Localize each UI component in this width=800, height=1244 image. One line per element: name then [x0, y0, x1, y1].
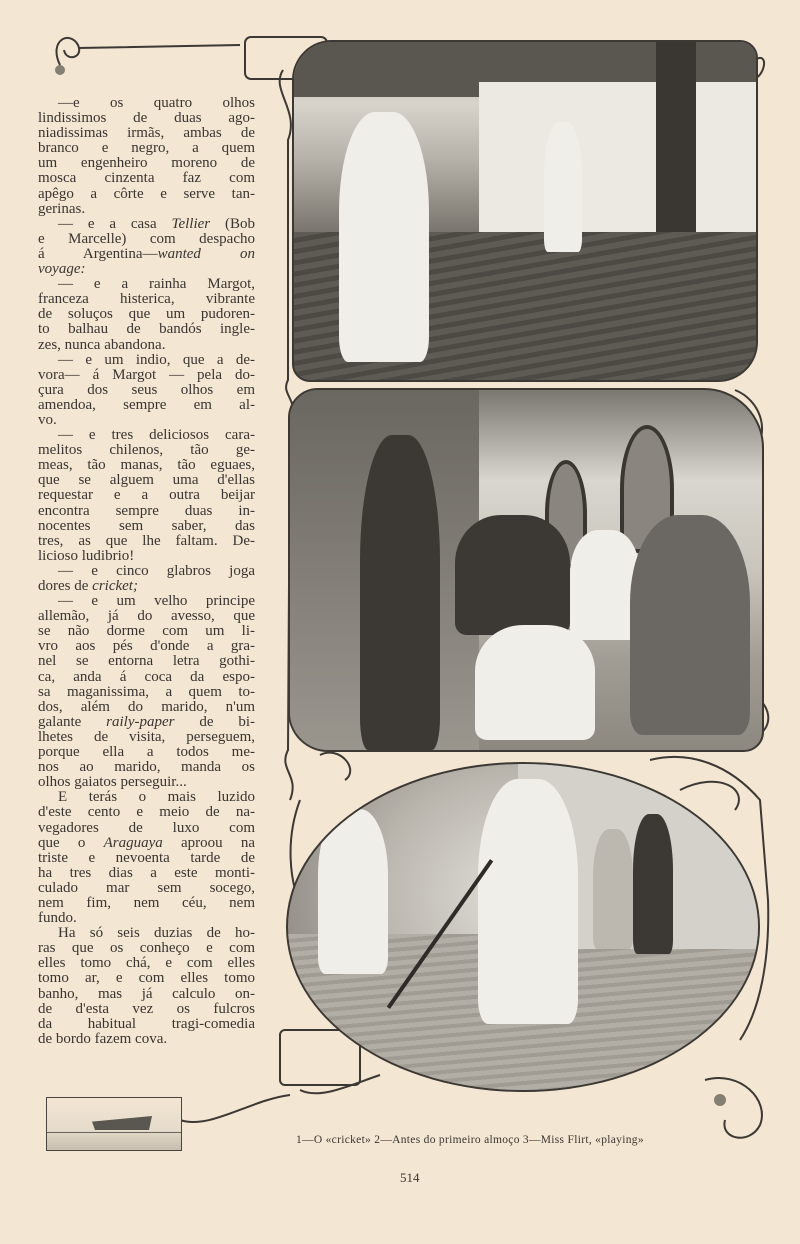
text-segment: mosca cinzenta faz com [38, 170, 255, 187]
text-line [38, 896, 255, 911]
text-line [38, 730, 255, 745]
ship-vignette-illustration [46, 1097, 182, 1151]
article-text-column [38, 96, 255, 1047]
text-segment: galante [38, 713, 107, 730]
text-line [38, 217, 255, 232]
text-line [38, 654, 255, 669]
text-segment: se não dorme com um li- [38, 623, 255, 640]
text-segment: zes, nunca abandona. [38, 336, 166, 353]
text-line [38, 624, 255, 639]
text-segment: meas, tão manas, tão eguaes, [38, 457, 255, 474]
text-segment: — e um indio, que a de- [58, 351, 255, 368]
text-segment: dores de [38, 578, 93, 594]
text-line [38, 488, 255, 503]
text-segment: ca, anda á coca da espo- [38, 668, 255, 685]
page-number: 514 [400, 1170, 420, 1185]
text-segment: — e a rainha Margot, [58, 276, 255, 293]
text-line [38, 171, 255, 186]
italic-text: cricket; [92, 578, 138, 594]
text-line [38, 715, 255, 730]
text-line [38, 232, 255, 247]
text-segment: de bi- [174, 713, 255, 730]
text-line [38, 941, 255, 956]
text-line [38, 579, 255, 594]
text-line [38, 338, 255, 353]
text-line [38, 353, 255, 368]
text-segment: dos, além do marido, n'um [38, 698, 255, 715]
text-segment: porque ella a todos me- [38, 744, 255, 761]
top-left-scroll-ornament [56, 38, 240, 65]
text-line [38, 96, 255, 111]
text-line [38, 247, 255, 262]
text-line [38, 126, 255, 141]
text-segment: lhetes de visita, perseguem, [38, 728, 255, 745]
text-segment: ha tres dias a este monti- [38, 864, 255, 881]
text-line [38, 458, 255, 473]
text-line [38, 775, 255, 790]
text-segment: to balhau de bandós ingle- [38, 321, 255, 338]
text-line [38, 383, 255, 398]
text-segment: Ha só seis duzias de ho- [58, 925, 255, 942]
italic-text: voyage: [38, 261, 86, 278]
ship-icon [92, 1116, 152, 1130]
text-line [38, 821, 255, 836]
text-segment: apêgo a côrte e serve tan- [38, 185, 255, 202]
text-segment: de soluços que um pudoren- [38, 306, 255, 323]
text-line [38, 639, 255, 654]
text-line [38, 745, 255, 760]
text-segment: nem fim, nem céu, nem [38, 894, 255, 911]
text-line [38, 262, 255, 277]
text-segment: de d'esta vez os fulcros [38, 1000, 255, 1017]
text-segment: (Bob [210, 215, 255, 232]
photo-captions: 1—O «cricket» 2—Antes do primeiro almoço 3—Miss Flirt, «playing» [296, 1134, 644, 1146]
text-segment: nocentes sem saber, das [38, 517, 255, 534]
text-segment: branco e negro, a quem [38, 140, 255, 157]
text-segment: fundo. [38, 910, 77, 927]
text-segment: um engenheiro moreno de [38, 155, 255, 172]
text-segment: niadissimas irmãs, ambas de [38, 125, 255, 142]
text-line [38, 111, 255, 126]
text-segment: E terás o mais luzido [58, 789, 255, 806]
text-segment: vora— á Margot — pela do- [38, 366, 255, 383]
text-segment: sa maganissima, a quem to- [38, 683, 255, 700]
text-segment: melitos chilenos, tão ge- [38, 442, 255, 459]
text-line [38, 670, 255, 685]
text-line [38, 277, 255, 292]
text-line [38, 413, 255, 428]
text-line [38, 549, 255, 564]
text-segment: çura dos seus olhos em [38, 381, 255, 398]
photo-miss-flirt-playing [286, 762, 760, 1092]
text-segment: nel se entorna letra gothi- [38, 653, 255, 670]
text-line [38, 594, 255, 609]
text-line [38, 851, 255, 866]
text-line [38, 141, 255, 156]
text-line [38, 187, 255, 202]
italic-text: wanted on [157, 245, 255, 262]
text-segment: que o [38, 834, 104, 851]
text-line [38, 1017, 255, 1032]
text-segment: á Argentina— [38, 245, 158, 262]
text-segment: que se alguem uma d'ellas [38, 472, 255, 489]
text-line [38, 368, 255, 383]
text-segment: da habitual tragi-comedia [38, 1015, 255, 1032]
italic-text: raily-paper [106, 713, 175, 730]
text-segment: d'este cento e meio de na- [38, 804, 255, 821]
text-segment: amendoa, sempre em al- [38, 396, 255, 413]
text-line [38, 760, 255, 775]
text-line [38, 1032, 255, 1047]
text-segment: culado mar sem socego, [38, 879, 255, 896]
text-segment: licioso ludibrio! [38, 547, 135, 564]
text-line [38, 971, 255, 986]
text-line [38, 790, 255, 805]
text-segment: aproou na [162, 834, 255, 851]
text-segment: — e um velho principe [58, 593, 255, 610]
text-line [38, 866, 255, 881]
text-segment: requestar e a outra beijar [38, 487, 255, 504]
text-line [38, 926, 255, 941]
text-segment: vo. [38, 411, 57, 428]
text-segment: de bordo fazem cova. [38, 1030, 168, 1047]
text-line [38, 398, 255, 413]
text-segment: lindissimos de duas ago- [38, 110, 255, 127]
text-line [38, 987, 255, 1002]
text-line [38, 292, 255, 307]
text-line [38, 609, 255, 624]
text-segment: vegadores de luxo com [38, 819, 255, 836]
text-segment: tres, as que lhe faltam. De- [38, 532, 255, 549]
text-segment: vro aos pés d'onde a gra- [38, 638, 255, 655]
text-line [38, 202, 255, 217]
text-line [38, 519, 255, 534]
italic-text: Tellier [171, 215, 211, 232]
text-segment: olhos gaiatos perseguir... [38, 774, 187, 791]
text-line [38, 322, 255, 337]
text-segment: nos ao marido, manda os [38, 759, 255, 776]
text-line [38, 911, 255, 926]
text-line [38, 881, 255, 896]
text-line [38, 685, 255, 700]
text-segment: — e tres deliciosos cara- [58, 427, 255, 444]
photo-cricket-on-deck [292, 40, 758, 382]
text-line [38, 504, 255, 519]
text-segment: encontra sempre duas in- [38, 502, 255, 519]
text-segment: elles tomo chá, e com elles [38, 955, 255, 972]
text-line [38, 1002, 255, 1017]
text-line [38, 700, 255, 715]
text-segment: — e cinco glabros joga [58, 562, 255, 579]
text-line [38, 307, 255, 322]
text-segment: triste e nevoenta tarde de [38, 849, 255, 866]
text-segment: — e a casa [58, 215, 172, 232]
text-segment: allemão, já do avesso, que [38, 608, 255, 625]
text-line [38, 443, 255, 458]
text-line [38, 534, 255, 549]
text-line [38, 836, 255, 851]
text-segment: banho, mas já calculo on- [38, 985, 255, 1002]
text-segment: tomo ar, e com elles tomo [38, 970, 255, 987]
text-segment: franceza histerica, vibrante [38, 291, 255, 308]
text-line [38, 956, 255, 971]
text-segment: e Marcelle) com despacho [38, 230, 255, 247]
text-line [38, 428, 255, 443]
text-segment: gerinas. [38, 200, 86, 217]
text-line [38, 564, 255, 579]
text-segment: —e os quatro olhos [58, 95, 255, 111]
text-line [38, 156, 255, 171]
photo-before-first-breakfast [288, 388, 764, 752]
italic-text: Araguaya [103, 834, 163, 851]
text-line [38, 805, 255, 820]
text-segment: ras que os conheço e com [38, 940, 255, 957]
text-line [38, 473, 255, 488]
